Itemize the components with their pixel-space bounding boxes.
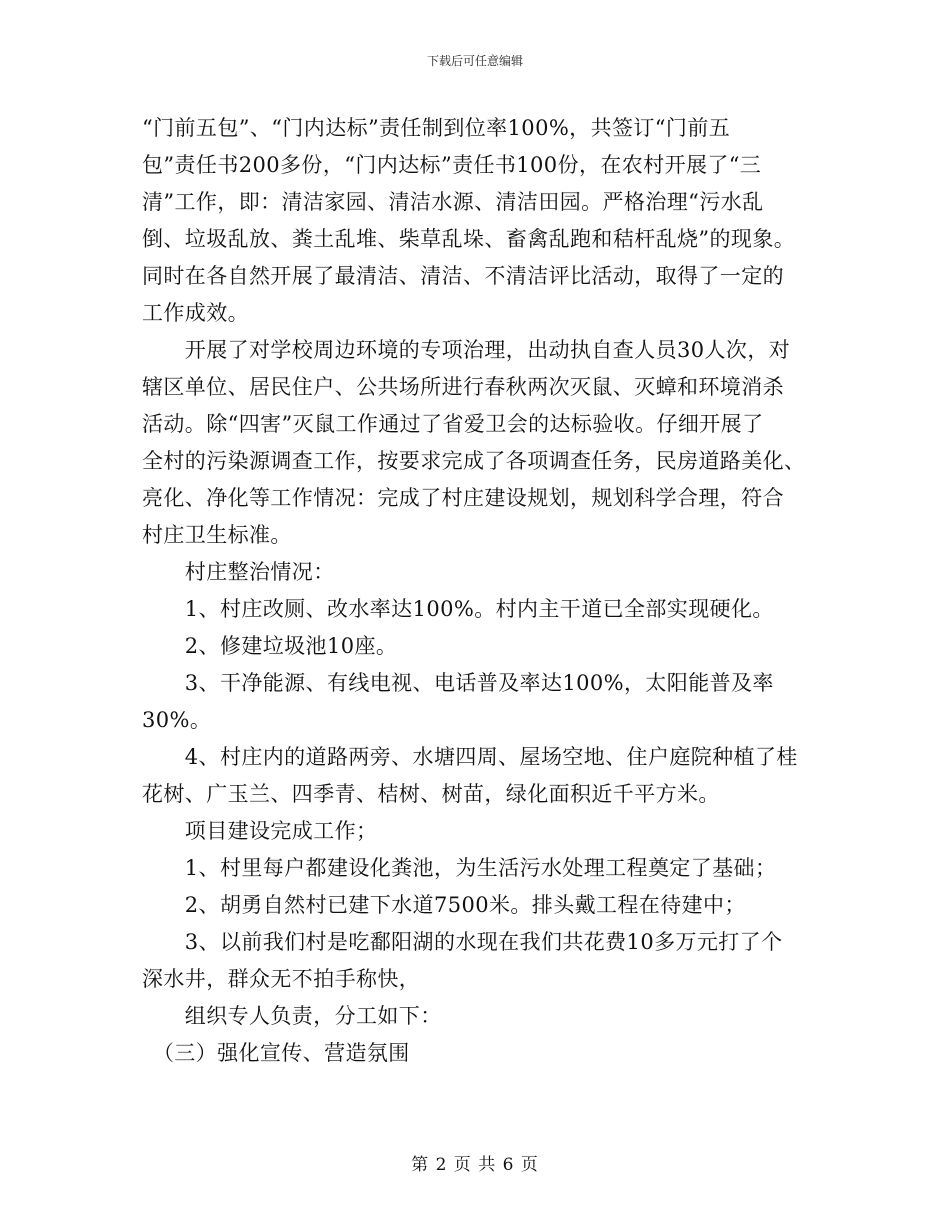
text-line: 工作成效。 bbox=[142, 301, 249, 325]
text-line: 村庄卫生标准。 bbox=[142, 523, 292, 547]
page-header: 下载后可任意编辑 bbox=[426, 54, 523, 68]
paragraph bbox=[142, 924, 810, 998]
text-line: “门前五包”、“门内达标”责任制到位率100%，共签订“门前五 bbox=[142, 116, 731, 140]
text-line: 花树、广玉兰、四季青、桔树、树苗，绿化面积近千平方米。 bbox=[142, 782, 720, 806]
text-line: 深水井，群众无不拍手称快， bbox=[142, 967, 421, 991]
paragraph bbox=[142, 665, 810, 739]
paragraph bbox=[142, 332, 810, 554]
text-line: 30%。 bbox=[142, 708, 212, 732]
text-line: 活动。除“四害”灭鼠工作通过了省爱卫会的达标验收。仔细开展了 bbox=[142, 412, 764, 436]
text-line: 倒、垃圾乱放、粪土乱堆、柴草乱垛、畜禽乱跑和秸杆乱烧”的现象。 bbox=[142, 227, 796, 251]
text-line: 村庄整治情况： bbox=[142, 560, 335, 584]
paragraph bbox=[142, 1035, 810, 1072]
text-line: 组织专人负责，分工如下： bbox=[142, 1004, 442, 1028]
paragraph bbox=[142, 813, 810, 850]
text-line: 2、修建垃圾池10座。 bbox=[142, 634, 398, 658]
paragraph bbox=[142, 887, 810, 924]
paragraph bbox=[142, 628, 810, 665]
page-footer: 第 2 页 共 6 页 bbox=[411, 1155, 539, 1175]
text-line: 包”责任书200多份，“门内达标”责任书100份，在农村开展了“三 bbox=[142, 153, 762, 177]
text-line: 开展了对学校周边环境的专项治理，出动执自查人员30人次，对 bbox=[142, 338, 791, 362]
document-body bbox=[142, 110, 810, 1072]
text-line: 清”工作，即：清洁家园、清洁水源、清洁田园。严格治理“污水乱 bbox=[142, 190, 764, 214]
text-line: 亮化、净化等工作情况：完成了村庄建设规划，规划科学合理，符合 bbox=[142, 486, 784, 510]
paragraph bbox=[142, 591, 810, 628]
paragraph bbox=[142, 554, 810, 591]
text-line: 3、干净能源、有线电视、电话普及率达100%，太阳能普及率 bbox=[142, 671, 774, 695]
paragraph bbox=[142, 110, 810, 332]
text-line: 项目建设完成工作； bbox=[142, 819, 378, 843]
paragraph bbox=[142, 850, 810, 887]
text-line: 4、村庄内的道路两旁、水塘四周、屋场空地、住户庭院种植了桂 bbox=[142, 745, 798, 769]
text-line: 辖区单位、居民住户、公共场所进行春秋两次灭鼠、灭蟑和环境消杀 bbox=[142, 375, 784, 399]
paragraph bbox=[142, 998, 810, 1035]
text-line: 3、以前我们村是吃鄱阳湖的水现在我们共花费10多万元打了个 bbox=[142, 930, 783, 954]
text-line: 同时在各自然开展了最清洁、清洁、不清洁评比活动，取得了一定的 bbox=[142, 264, 784, 288]
text-line: 1、村里每户都建设化粪池，为生活污水处理工程奠定了基础； bbox=[142, 856, 777, 880]
text-line: 2、胡勇自然村已建下水道7500米。排头戴工程在待建中； bbox=[142, 893, 746, 917]
text-line: 全村的污染源调查工作，按要求完成了各项调查任务，民房道路美化、 bbox=[142, 449, 806, 473]
text-line: （三）强化宣传、营造氛围 bbox=[142, 1041, 410, 1065]
text-line: 1、村庄改厕、改水率达100%。村内主干道已全部实现硬化。 bbox=[142, 597, 774, 621]
paragraph bbox=[142, 739, 810, 813]
